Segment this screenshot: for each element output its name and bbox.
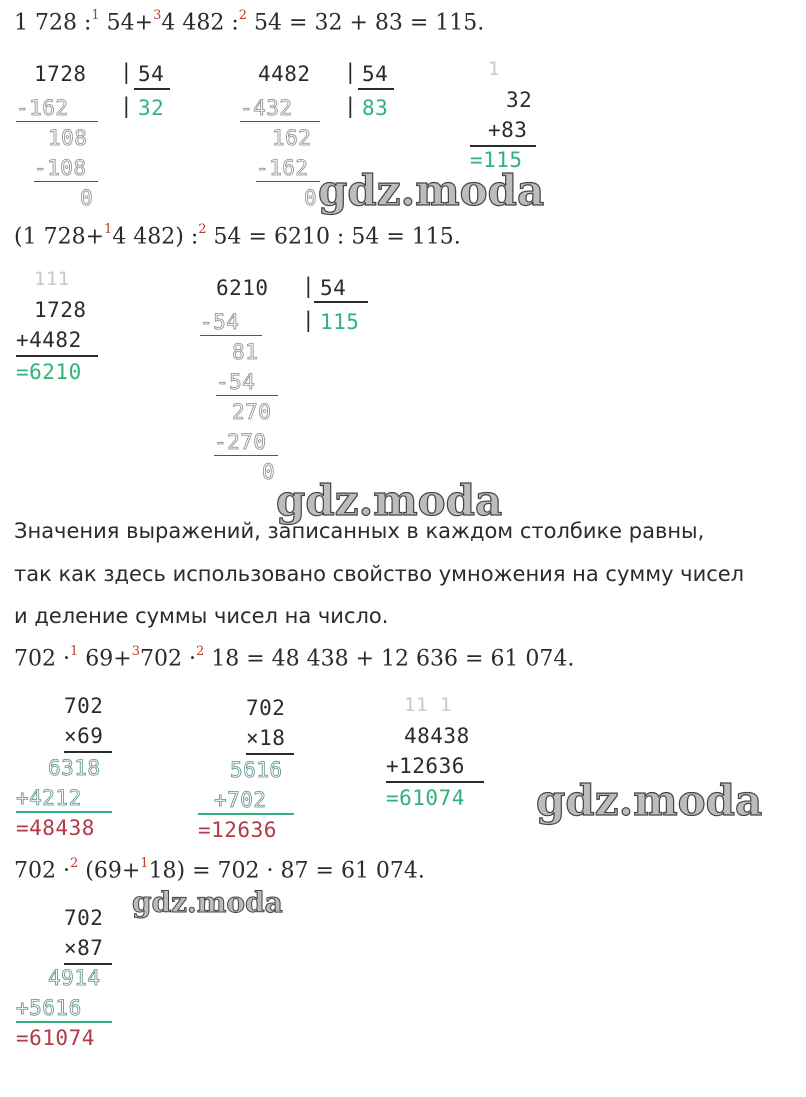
step-marker: 1 xyxy=(69,644,79,659)
divisor: 54 xyxy=(138,62,165,86)
rule xyxy=(216,395,278,396)
addend: +12636 xyxy=(386,754,465,778)
expression-1 xyxy=(14,10,484,35)
remainder: 0 xyxy=(80,186,94,210)
watermark-logo: gdz.moda xyxy=(536,776,763,825)
step-marker: 2 xyxy=(198,222,207,237)
subtrahend: -432 xyxy=(240,96,293,120)
explanation-line-3: и деление суммы чисел на число. xyxy=(14,604,389,628)
product-line xyxy=(64,963,112,965)
expression-3 xyxy=(14,646,574,671)
partial-product: 6318 xyxy=(48,756,101,780)
expression-2 xyxy=(14,224,461,249)
addend: 32 xyxy=(506,88,533,112)
rule xyxy=(214,455,278,456)
divisor: 54 xyxy=(320,276,347,300)
dividend: 6210 xyxy=(216,276,269,300)
partial-product: +4212 xyxy=(16,786,82,810)
remainder: 0 xyxy=(304,186,318,210)
expression-4 xyxy=(14,858,425,883)
expr-part: 4 482) : xyxy=(112,224,199,250)
carry-digit: 11 1 xyxy=(404,694,452,716)
partial-product: +5616 xyxy=(16,996,82,1020)
division-bracket: | xyxy=(120,94,134,118)
watermark-logo: gdz.moda xyxy=(318,166,545,215)
step-marker: 1 xyxy=(140,856,149,871)
carry-digit: 1 xyxy=(488,58,500,80)
product-result: =12636 xyxy=(198,818,277,842)
remainder: 108 xyxy=(48,126,88,150)
step-marker: 3 xyxy=(153,8,162,23)
step-marker: 2 xyxy=(69,856,79,871)
expr-part: 54 = 6210 : 54 = 115. xyxy=(206,224,461,250)
divisor-line xyxy=(134,88,170,90)
subtrahend: -270 xyxy=(214,430,267,454)
rule xyxy=(34,181,98,182)
step-marker: 2 xyxy=(195,644,205,659)
partial-product: 5616 xyxy=(230,758,283,782)
multiplicand: 702 xyxy=(64,694,104,718)
rule xyxy=(240,121,320,122)
expr-part: 54+ xyxy=(99,10,154,36)
expr-part: 1 728 : xyxy=(14,10,92,36)
multiplier: ×18 xyxy=(246,726,286,750)
expr-part: 18) = 702 · 87 = 61 074. xyxy=(148,858,425,884)
expr-part: 702 · xyxy=(139,646,196,672)
carry-digit: 111 xyxy=(34,268,70,290)
partial-product: 4914 xyxy=(48,966,101,990)
quotient: 115 xyxy=(320,310,360,334)
addend: 48438 xyxy=(404,724,470,748)
product-line xyxy=(246,753,294,755)
remainder: 81 xyxy=(232,340,259,364)
expr-part: 4 482 : xyxy=(161,10,239,36)
sum-result: =6210 xyxy=(16,360,82,384)
product-result: =48438 xyxy=(16,816,95,840)
expr-part: 702 · xyxy=(14,858,70,884)
division-bracket: | xyxy=(120,60,134,84)
expr-part: (69+ xyxy=(78,858,141,884)
division-bracket: | xyxy=(344,94,358,118)
addend: +83 xyxy=(488,118,528,142)
sum-line xyxy=(16,355,98,357)
division-bracket: | xyxy=(344,60,358,84)
step-marker: 2 xyxy=(238,8,248,23)
addend: +4482 xyxy=(16,328,82,352)
sum-result: =115 xyxy=(470,148,523,172)
expr-part: 18 = 48 438 + 12 636 = 61 074. xyxy=(204,646,575,672)
divisor-line xyxy=(358,88,394,90)
expr-part: 702 · xyxy=(14,646,70,672)
expr-part: 69+ xyxy=(78,646,132,672)
sum-line xyxy=(386,781,484,783)
divisor: 54 xyxy=(362,62,389,86)
watermark-logo: gdz.moda xyxy=(276,476,503,525)
multiplicand: 702 xyxy=(64,906,104,930)
subtrahend: -108 xyxy=(34,156,87,180)
step-marker: 1 xyxy=(104,222,113,237)
division-bracket: | xyxy=(302,274,316,298)
rule xyxy=(16,121,98,122)
subtrahend: -54 xyxy=(216,370,256,394)
sum-line xyxy=(470,145,536,147)
rule xyxy=(256,181,320,182)
subtrahend: -54 xyxy=(200,310,240,334)
step-marker: 1 xyxy=(91,8,100,23)
sum-result: =61074 xyxy=(386,786,465,810)
expr-part: 54 = 32 + 83 = 115. xyxy=(247,10,485,36)
dividend: 4482 xyxy=(258,62,311,86)
division-bracket: | xyxy=(302,308,316,332)
addend: 1728 xyxy=(34,298,87,322)
dividend: 1728 xyxy=(34,62,87,86)
sum-line xyxy=(16,811,112,813)
remainder: 162 xyxy=(272,126,312,150)
explanation-line-2: так как здесь использовано свойство умножения на сумму чисел xyxy=(14,562,745,586)
multiplier: ×69 xyxy=(64,724,104,748)
watermark-logo: gdz.moda xyxy=(132,886,283,919)
step-marker: 3 xyxy=(131,644,140,659)
quotient: 83 xyxy=(362,96,389,120)
sum-line xyxy=(16,1021,112,1023)
remainder: 270 xyxy=(232,400,272,424)
quotient: 32 xyxy=(138,96,165,120)
rule xyxy=(200,335,262,336)
remainder: 0 xyxy=(262,460,276,484)
product-line xyxy=(64,751,112,753)
subtrahend: -162 xyxy=(256,156,309,180)
divisor-line xyxy=(314,301,368,303)
explanation-line-1: Значения выражений, записанных в каждом столбике равны, xyxy=(14,519,705,543)
expr-part: (1 728+ xyxy=(14,224,104,250)
multiplicand: 702 xyxy=(246,696,286,720)
subtrahend: -162 xyxy=(16,96,69,120)
multiplier: ×87 xyxy=(64,936,104,960)
partial-product: +702 xyxy=(214,788,267,812)
product-result: =61074 xyxy=(16,1026,95,1050)
sum-line xyxy=(198,813,294,815)
